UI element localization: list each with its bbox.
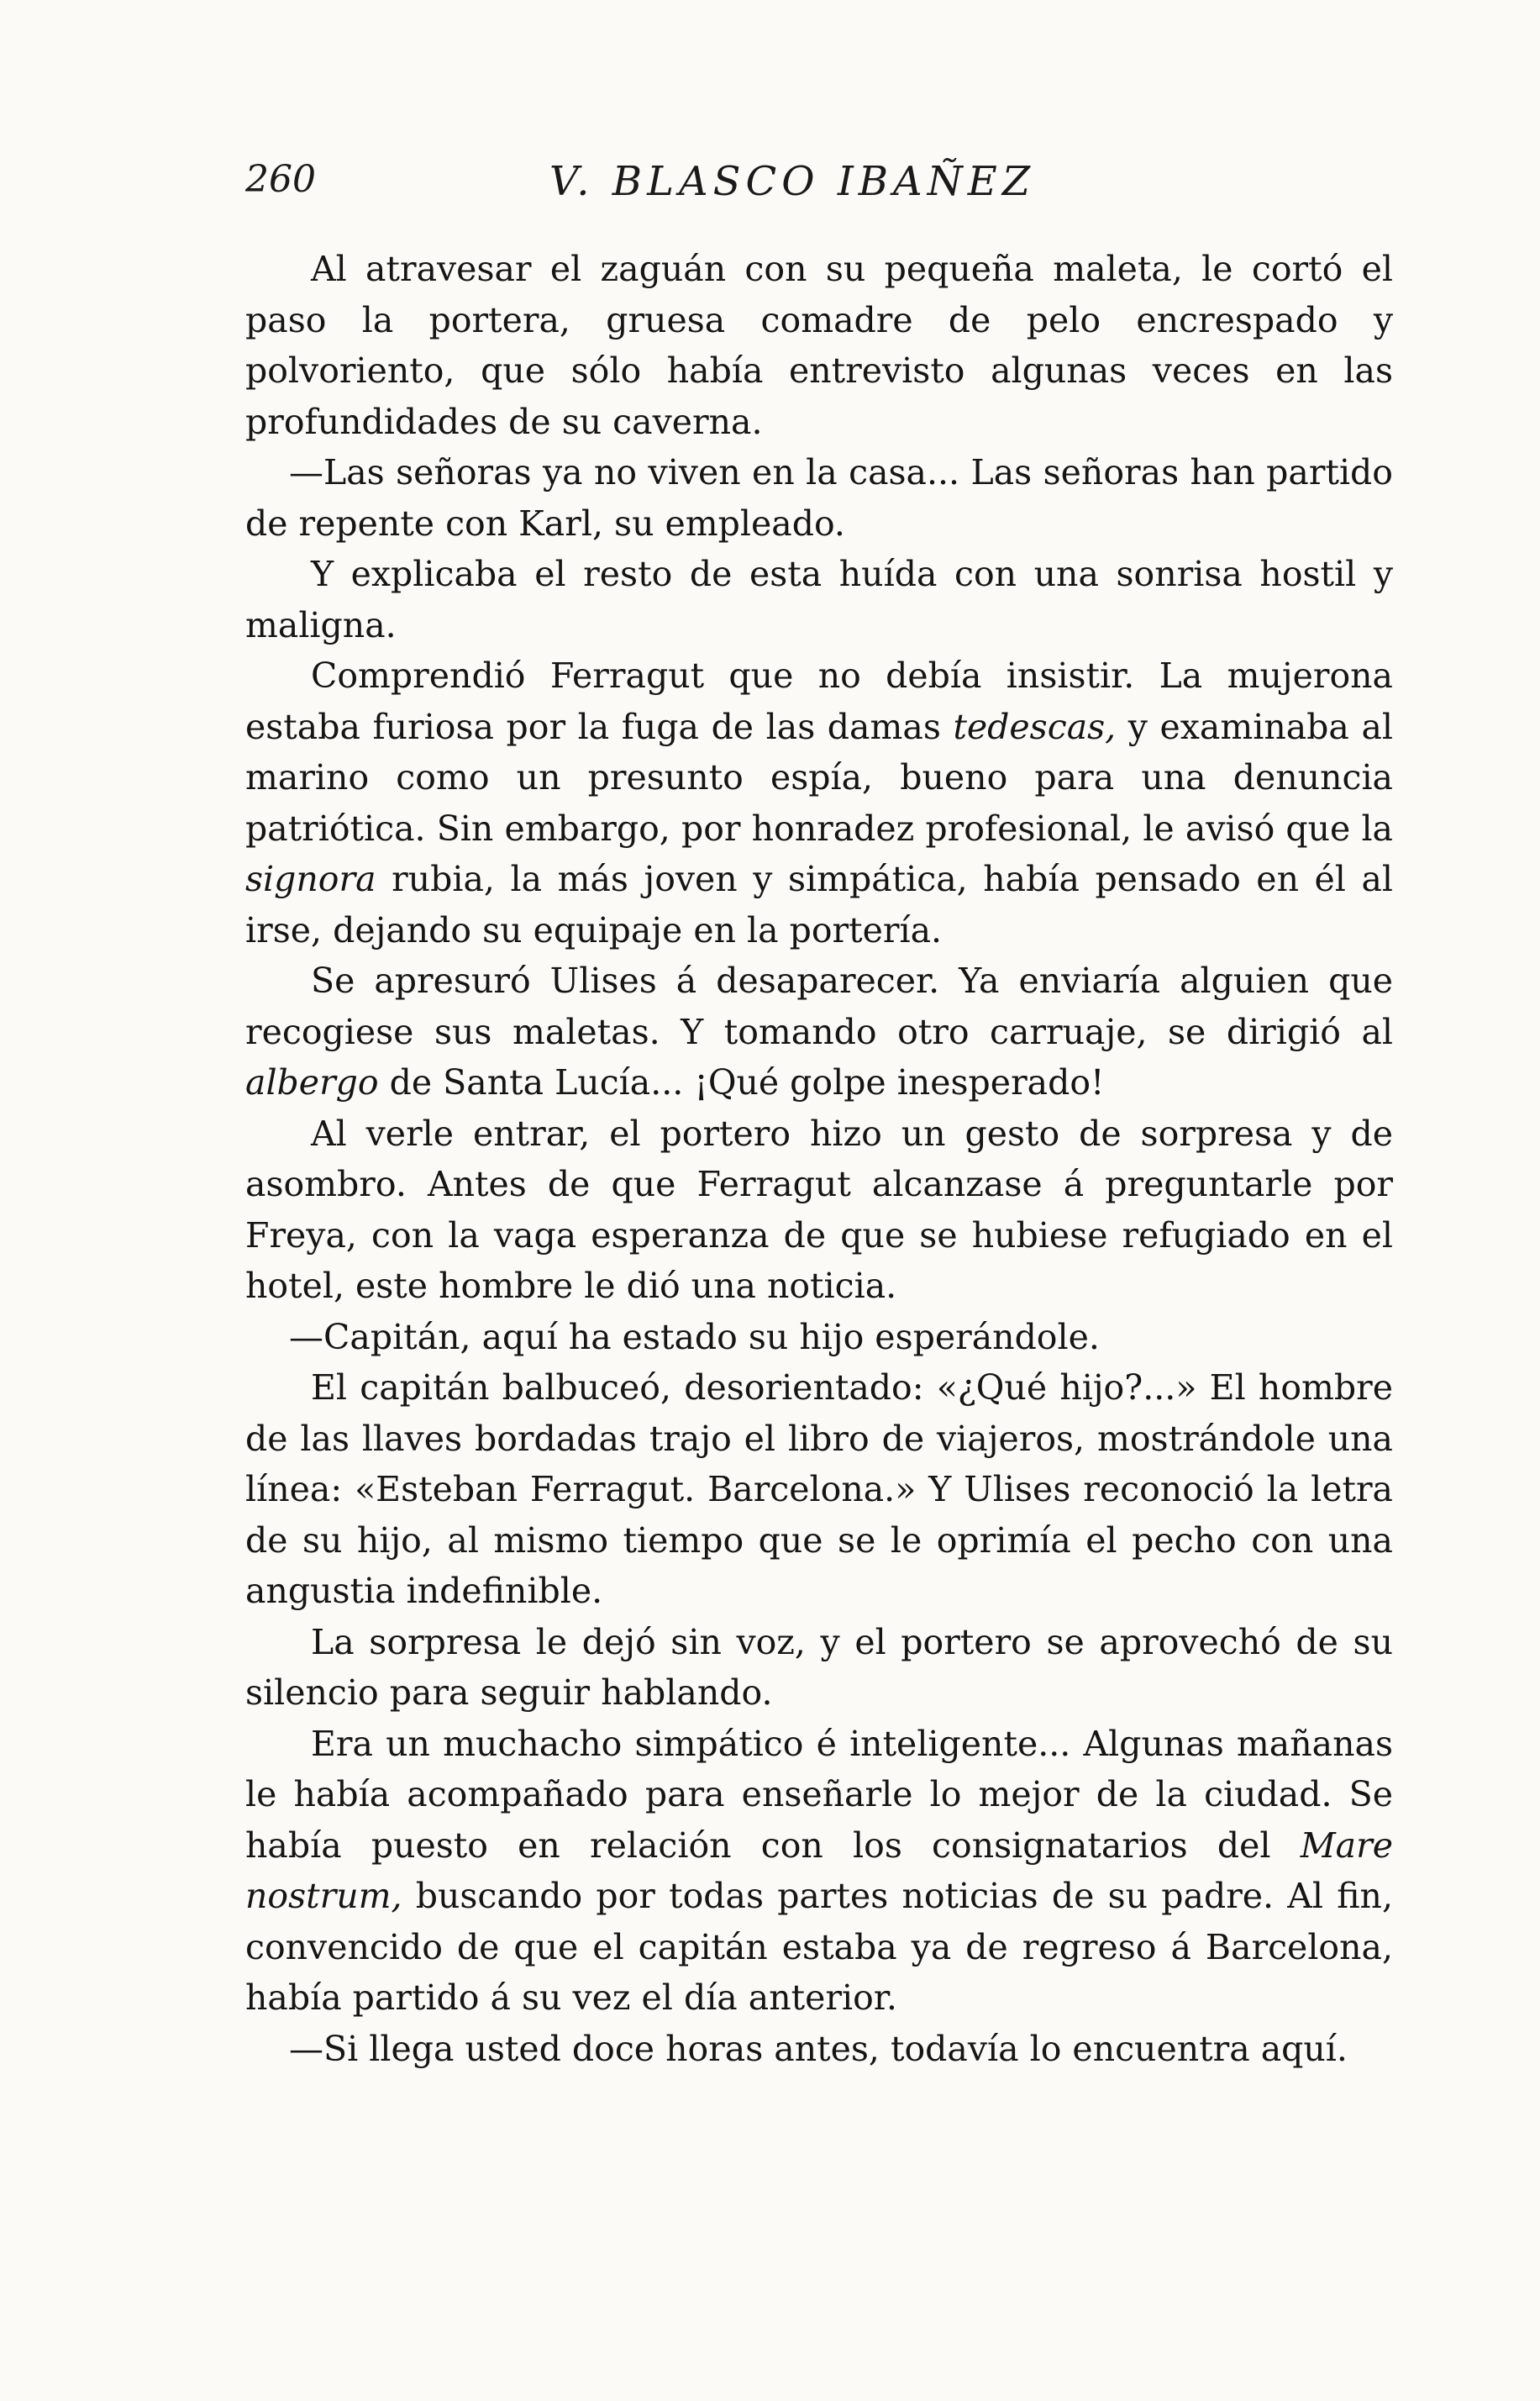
- paragraph-4-part-1: Comprendió Ferragut que no debía insistir. La mujerona estaba furiosa por la fuga de las damas: [245, 656, 1393, 747]
- paragraph-4-part-3: rubia, la más joven y simpática, había pensado en él al irse, dejando su equipaje en la portería.: [245, 859, 1393, 950]
- italic-word-signora: signora: [245, 859, 376, 899]
- paragraph-11: —Si llega usted doce horas antes, todavía lo encuentra aquí.: [289, 2028, 1348, 2069]
- paragraph-2: —Las señoras ya no viven en la casa... Las señoras han partido de repente con Karl, su empleado.: [245, 452, 1393, 544]
- paragraph-9: La sorpresa le dejó sin voz, y el portero se aprovechó de su silencio para seguir hablando.: [245, 1621, 1393, 1713]
- paragraph-6: Al verle entrar, el portero hizo un gesto de sorpresa y de asombro. Antes de que Ferragut alcanzase á preguntarle por Freya, con la vaga esperanza de que se hubiese refugiado en el hotel, este hombre le dió una noticia.: [245, 1113, 1393, 1306]
- paragraph-10-part-2: buscando por todas partes noticias de su padre. Al fin, convencido de que el capitán estaba ya de regreso á Barcelona, había partido á su vez el día anterior.: [245, 1876, 1393, 2018]
- italic-phrase-mare-nostrum: Mare nostrum,: [245, 1824, 1393, 1916]
- body-text: [245, 244, 1393, 2074]
- italic-word-tedescas: tedescas,: [953, 706, 1117, 747]
- italic-word-albergo: albergo: [245, 1062, 379, 1103]
- paragraph-5-part-1: Se apresuró Ulises á desaparecer. Ya enviaría alguien que recogiese sus maletas. Y tomando otro carruaje, se dirigió al: [245, 961, 1393, 1052]
- paragraph-5-part-2: de Santa Lucía... ¡Qué golpe inesperado!: [378, 1062, 1105, 1103]
- paragraph-1: Al atravesar el zaguán con su pequeña maleta, le cortó el paso la portera, gruesa comadre de pelo encrespado y polvoriento, que sólo había entrevisto algunas veces en las profundidades de su caverna.: [245, 249, 1393, 442]
- paragraph-5: [245, 956, 1393, 1108]
- paragraph-4: [245, 650, 1393, 956]
- page-number: 260: [245, 158, 316, 201]
- paragraph-8: El capitán balbuceó, desorientado: «¿Qué hijo?...» El hombre de las llaves bordadas trajo el libro de viajeros, mostrándole una línea: «Esteban Ferragut. Barcelona.» Y Ulises reconoció la letra de su hijo, al mismo tiempo que se le oprimía el pecho con una angustia indefinible.: [245, 1367, 1393, 1611]
- paragraph-3: Y explicaba el resto de esta huída con una sonrisa hostil y maligna.: [245, 554, 1393, 645]
- paragraph-10-part-1: Era un muchacho simpático é inteligente... Algunas mañanas le había acompañado para enseñarle lo mejor de la ciudad. Se había puesto en relación con los consignatarios del: [245, 1723, 1393, 1866]
- paragraph-7: —Capitán, aquí ha estado su hijo esperándole.: [289, 1316, 1100, 1357]
- paragraph-4-part-2: y examinaba al marino como un presunto espía, bueno para una denuncia patriótica. Sin embargo, por honradez profesional, le avisó que la: [245, 706, 1393, 849]
- running-head: V. BLASCO IBAÑEZ: [549, 158, 1036, 205]
- page-header: [245, 151, 1388, 219]
- paragraph-10: [245, 1719, 1393, 2024]
